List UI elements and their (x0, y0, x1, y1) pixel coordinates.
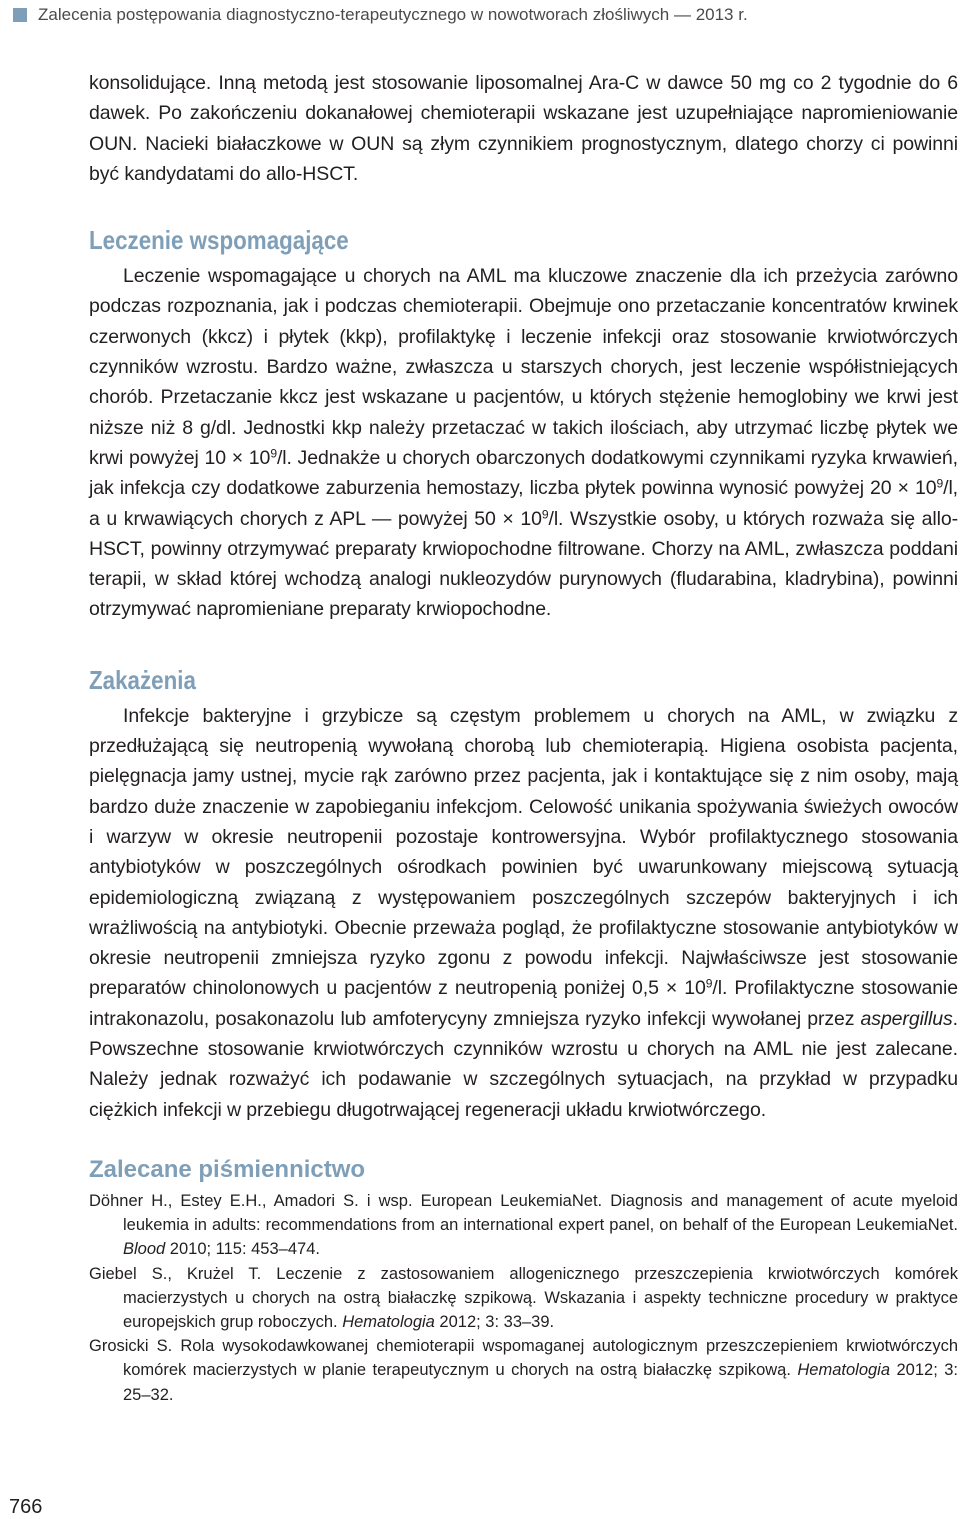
infections-text-2: /l. Profilaktyczne stosowanie intrakonazolu, posakonazolu lub amfoterycyny zmniejsza ryzyko infekcji wywołanej przez (89, 977, 958, 1030)
supportive-text-3: /l, a u krwawiących chorych z APL — powyżej 50 × 10 (89, 477, 958, 530)
reference-item (89, 1189, 958, 1262)
supportive-exponent-1: 9 (270, 446, 277, 461)
running-head-marker (13, 8, 27, 22)
infections-exponent-1: 9 (705, 976, 713, 991)
references-list (89, 1189, 958, 1407)
section-heading-infections: Zakażenia (89, 664, 196, 695)
reference-journal: Blood (123, 1240, 166, 1259)
supportive-exponent-3: 9 (541, 506, 549, 521)
infections-text-3: . Powszechne stosowanie krwiotwórczych czynników wzrostu u chorych na AML nie jest zalecane. Należy jednak rozważyć ich podawanie w szczególnych sytuacjach, na przykład w przypadku ciężkich infekcji w przebiegu długotrwającej regeneracji układu krwiotwórczego. (89, 1007, 958, 1121)
references-heading: Zalecane piśmiennictwo (89, 1155, 366, 1183)
infections-italic-term: aspergillus (860, 1007, 953, 1030)
running-head (13, 4, 953, 28)
reference-item (89, 1334, 958, 1407)
supportive-text-4: /l. Wszystkie osoby, u których rozważa się allo-HSCT, powinny otrzymywać preparaty krwiopochodne filtrowane. Chorzy na AML, zwłaszcza poddani terapii, w skład której wchodzą analogi nukleozydów purynowych (fludarabina, kladrybina), powinni otrzymywać napromieniane preparaty krwiopochodne. (89, 507, 958, 621)
reference-text: Grosicki S. Rola wysokodawkowanej chemioterapii wspomaganej autologicznym przeszczepieniem krwiotwórczych komórek macierzystych w planie terapeutycznym u chorych na ostrą białaczkę szpikową. (89, 1337, 958, 1380)
reference-journal: Hematologia (797, 1361, 891, 1380)
reference-journal: Hematologia (342, 1312, 435, 1331)
supportive-care-paragraph (89, 261, 958, 625)
supportive-exponent-2: 9 (936, 476, 944, 491)
reference-text: Döhner H., Estey E.H., Amadori S. i wsp. European LeukemiaNet. Diagnosis and management of acute myeloid leukemia in adults: recommendations from an international expert panel, on behalf of the European LeukemiaNet. (89, 1191, 958, 1235)
infections-text-1: Infekcje bakteryjne i grzybicze są częstym problemem u chorych na AML, w związku z przedłużającą się neutropenią wywołaną chorobą lub chemioterapią. Higiena osobista pacjenta, pielęgnacja jamy ustnej, mycie rąk zarówno przez pacjenta, jak i kontaktujące się z nim osoby, mają bardzo duże znaczenie w zapobieganiu infekcjom. Celowość unikania spożywania świeżych owoców i warzyw w okresie neutropenii pozostaje kontrowersyjna. Wybór profilaktycznego stosowania antybiotyków w poszczególnych ośrodkach powinien być uwarunkowany miejscową sytuacją epidemiologiczną związaną z występowaniem poszczególnych szczepów bakteryjnych i ich wrażliwością na antybiotyki. Obecnie przeważa pogląd, że profilaktyczne stosowanie antybiotyków w okresie neutropenii zmniejsza ryzyko zgonu z powodu infekcji. Najwłaściwsze jest stosowanie preparatów chinolonowych u pacjentów z neutropenią poniżej 0,5 × 10 (89, 704, 958, 1000)
page-content (89, 68, 958, 1407)
supportive-text-1: Leczenie wspomagające u chorych na AML ma kluczowe znaczenie dla ich przeżycia zarówno podczas rozpoznania, jak i podczas chemioterapii. Obejmuje ono przetaczanie koncentratów krwinek czerwonych (kkcz) i płytek (kkp), profilaktykę i leczenie infekcji oraz stosowanie krwiotwórczych czynników wzrostu. Bardzo ważne, zwłaszcza u starszych chorych, jest leczenie współistniejących chorób. Przetaczanie kkcz jest wskazane u pacjentów, u których stężenie hemoglobiny we krwi jest niższe niż 8 g/dl. Jednostki kkp należy przetaczać w takich ilościach, aby utrzymać liczbę płytek we krwi powyżej 10 × 10 (89, 265, 958, 469)
supportive-text-2: /l. Jednakże u chorych obarczonych dodatkowymi czynnikami ryzyka krwawień, jak infekcja czy dodatkowe zaburzenia hemostazy, liczba płytek powinna wynosić powyżej 20 × 10 (89, 446, 958, 500)
reference-citation: 2010; 115: 453–474. (165, 1240, 320, 1259)
page-number: 766 (9, 1496, 43, 1518)
reference-citation: 2012; 3: 25–32. (123, 1361, 958, 1404)
intro-paragraph: konsolidujące. Inną metodą jest stosowanie liposomalnej Ara-C w dawce 50 mg co 2 tygodnie do 6 dawek. Po zakończeniu dokanałowej chemioterapii wskazane jest uzupełniające napromieniowanie OUN. Nacieki białaczkowe w OUN są złym czynnikiem prognostycznym, dlatego chorzy ci powinni być kandydatami do allo-HSCT. (89, 72, 958, 185)
reference-citation: 2012; 3: 33–39. (434, 1312, 555, 1331)
running-head-text: Zalecenia postępowania diagnostyczno-terapeutycznego w nowotworach złośliwych — 2013 r. (38, 5, 748, 24)
reference-text: Giebel S., Krużel T. Leczenie z zastosowaniem allogenicznego przeszczepienia krwiotwórczych komórek macierzystych u chorych na ostrą białaczkę szpikową. Wskazania i aspekty techniczne procedury w praktyce europejskich grup roboczych. (89, 1264, 958, 1331)
infections-paragraph (89, 701, 958, 1125)
reference-item (89, 1262, 958, 1335)
section-heading-supportive-care: Leczenie wspomagające (89, 225, 349, 256)
